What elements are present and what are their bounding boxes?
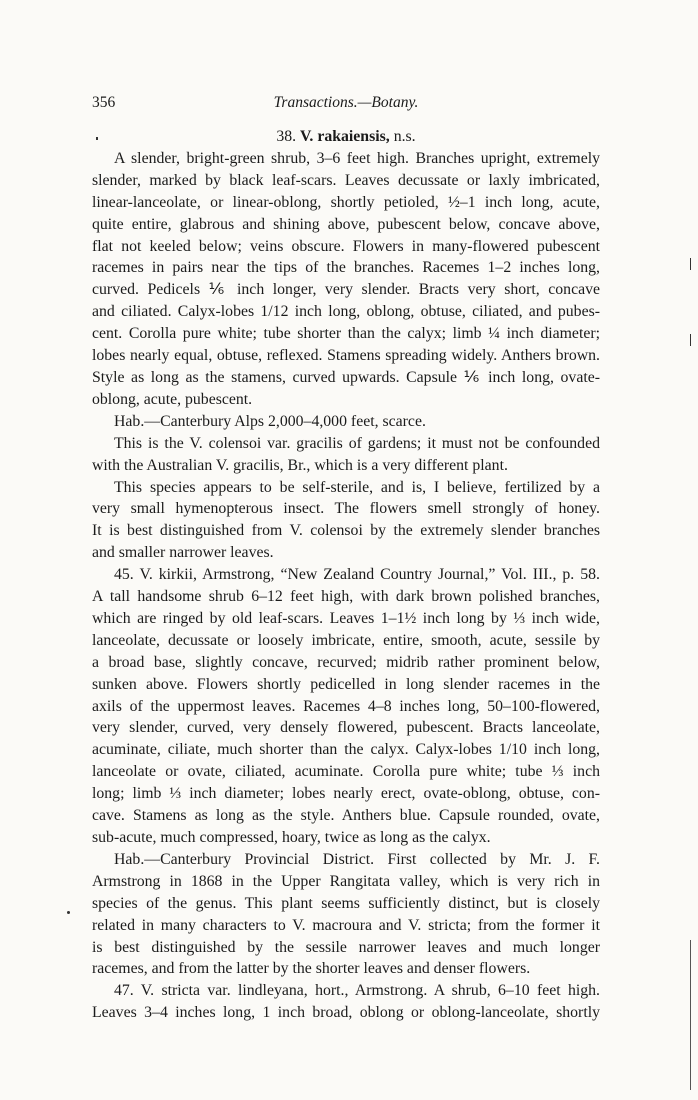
- text-line: and ciliated. Calyx-lobes 1/12 inch long, oblong, obtuse, ciliated, and pubes-: [92, 303, 600, 321]
- text-line: a broad base, slightly concave, recurved; midrib rather prominent below,: [92, 653, 600, 671]
- text-line: sub-acute, much compressed, hoary, twice as long as the calyx.: [92, 829, 491, 846]
- text-line: A tall handsome shrub 6–12 feet high, with dark brown polished branches,: [92, 588, 600, 606]
- text-line: related in many characters to V. macroura and V. stricta; from the former it: [92, 916, 600, 934]
- text-line: linear-lanceolate, or linear-oblong, shortly petioled, ½–1 inch long, acute,: [92, 193, 600, 211]
- species-45-habitat: [92, 849, 600, 980]
- text-line: slender, marked by black leaf-scars. Leaves decussate or laxly imbricated,: [92, 171, 600, 189]
- text-line: long; limb ⅓ inch diameter; lobes nearly erect, ovate-oblong, obtuse, con-: [92, 785, 600, 803]
- page-body: [92, 126, 600, 1024]
- text-line: sunken above. Flowers shortly pedicelled in long slender racemes in the: [92, 675, 600, 693]
- text-line: flat not keeled below; veins obscure. Flowers in many-flowered pubescent: [92, 237, 600, 255]
- scan-speck: [67, 911, 70, 914]
- text-line: is best distinguished by the sessile narrower leaves and much longer: [92, 938, 600, 956]
- text-line: It is best distinguished from V. colensoi by the extremely slender branches: [92, 522, 600, 540]
- scan-speck: [690, 334, 691, 346]
- species-38-note-2: [92, 477, 600, 565]
- text-line: racemes, and from the latter by the shorter leaves and denser flowers.: [92, 960, 531, 978]
- species-38-note-1: [92, 433, 600, 477]
- text-line: lanceolate, decussate or loosely imbricate, entire, smooth, acute, sessile by: [92, 631, 600, 649]
- text-line: axils of the uppermost leaves. Racemes 4–8 inches long, 50–100-flowered,: [92, 697, 600, 715]
- text-line: Leaves 3–4 inches long, 1 inch broad, oblong or oblong-lanceolate, shortly: [92, 1004, 600, 1022]
- scan-edge-line: [690, 940, 691, 1090]
- text-line: Style as long as the stamens, curved upwards. Capsule ⅙ inch long, ovate-: [92, 368, 600, 386]
- text-line: This is the V. colensoi var. gracilis of gardens; it must not be confounded: [114, 434, 600, 452]
- text-line: 47. V. stricta var. lindleyana, hort., Armstrong. A shrub, 6–10 feet high.: [114, 982, 600, 1000]
- species-45-description: [92, 564, 600, 849]
- text-line: Armstrong in 1868 in the Upper Rangitata valley, which is very rich in: [92, 872, 600, 890]
- text-line: cave. Stamens as long as the style. Anthers blue. Capsule rounded, ovate,: [92, 807, 600, 825]
- text-line: 45. V. kirkii, Armstrong, “New Zealand Country Journal,” Vol. III., p. 58.: [114, 566, 600, 584]
- text-line: and smaller narrower leaves.: [92, 544, 274, 562]
- text-line: with the Australian V. gracilis, Br., which is a very different plant.: [92, 456, 508, 474]
- species-38-description: [92, 148, 600, 411]
- text-line: cent. Corolla pure white; tube shorter than the calyx; limb ¼ inch diameter;: [92, 325, 600, 343]
- text-line: very slender, curved, very densely flowered, pubescent. Bracts lanceolate,: [92, 719, 600, 737]
- page-header: [92, 94, 600, 114]
- text-line: lobes nearly equal, obtuse, reflexed. Stamens spreading widely. Anthers brown.: [92, 347, 600, 365]
- species-47-description: [92, 980, 600, 1024]
- text-line: curved. Pedicels ⅙ inch longer, very slender. Bracts very short, concave: [92, 281, 600, 299]
- text-line: A slender, bright-green shrub, 3–6 feet high. Branches upright, extremely: [114, 149, 600, 167]
- text-line: oblong, acute, pubescent.: [92, 390, 253, 408]
- text-line: species of the genus. This plant seems sufficiently distinct, but is closely: [92, 894, 600, 912]
- page-number: 356: [92, 94, 116, 111]
- running-title: Transactions.—Botany.: [273, 94, 419, 111]
- text-line: very small hymenopterous insect. The flowers smell strongly of honey.: [92, 500, 600, 518]
- species-38-habitat: Hab.—Canterbury Alps 2,000–4,000 feet, scarce.: [114, 412, 426, 430]
- text-line: acuminate, ciliate, much shorter than the calyx. Calyx-lobes 1/10 inch long,: [92, 741, 600, 759]
- text-line: quite entire, glabrous and shining above, pubescent below, concave above,: [92, 215, 600, 233]
- scan-speck: [96, 137, 98, 140]
- text-line: lanceolate or ovate, ciliated, acuminate. Corolla pure white; tube ⅓ inch: [92, 763, 600, 781]
- text-line: racemes in pairs near the tips of the branches. Racemes 1–2 inches long,: [92, 259, 600, 277]
- text-line: This species appears to be self-sterile, and is, I believe, fertilized by a: [114, 478, 600, 496]
- scan-speck: [690, 258, 691, 270]
- text-line: Hab.—Canterbury Provincial District. First collected by Mr. J. F.: [114, 850, 600, 868]
- text-line: which are ringed by old leaf-scars. Leaves 1–1½ inch long by ⅓ inch wide,: [92, 609, 600, 627]
- species-38-title: 38. V. rakaiensis, n.s.: [276, 128, 416, 145]
